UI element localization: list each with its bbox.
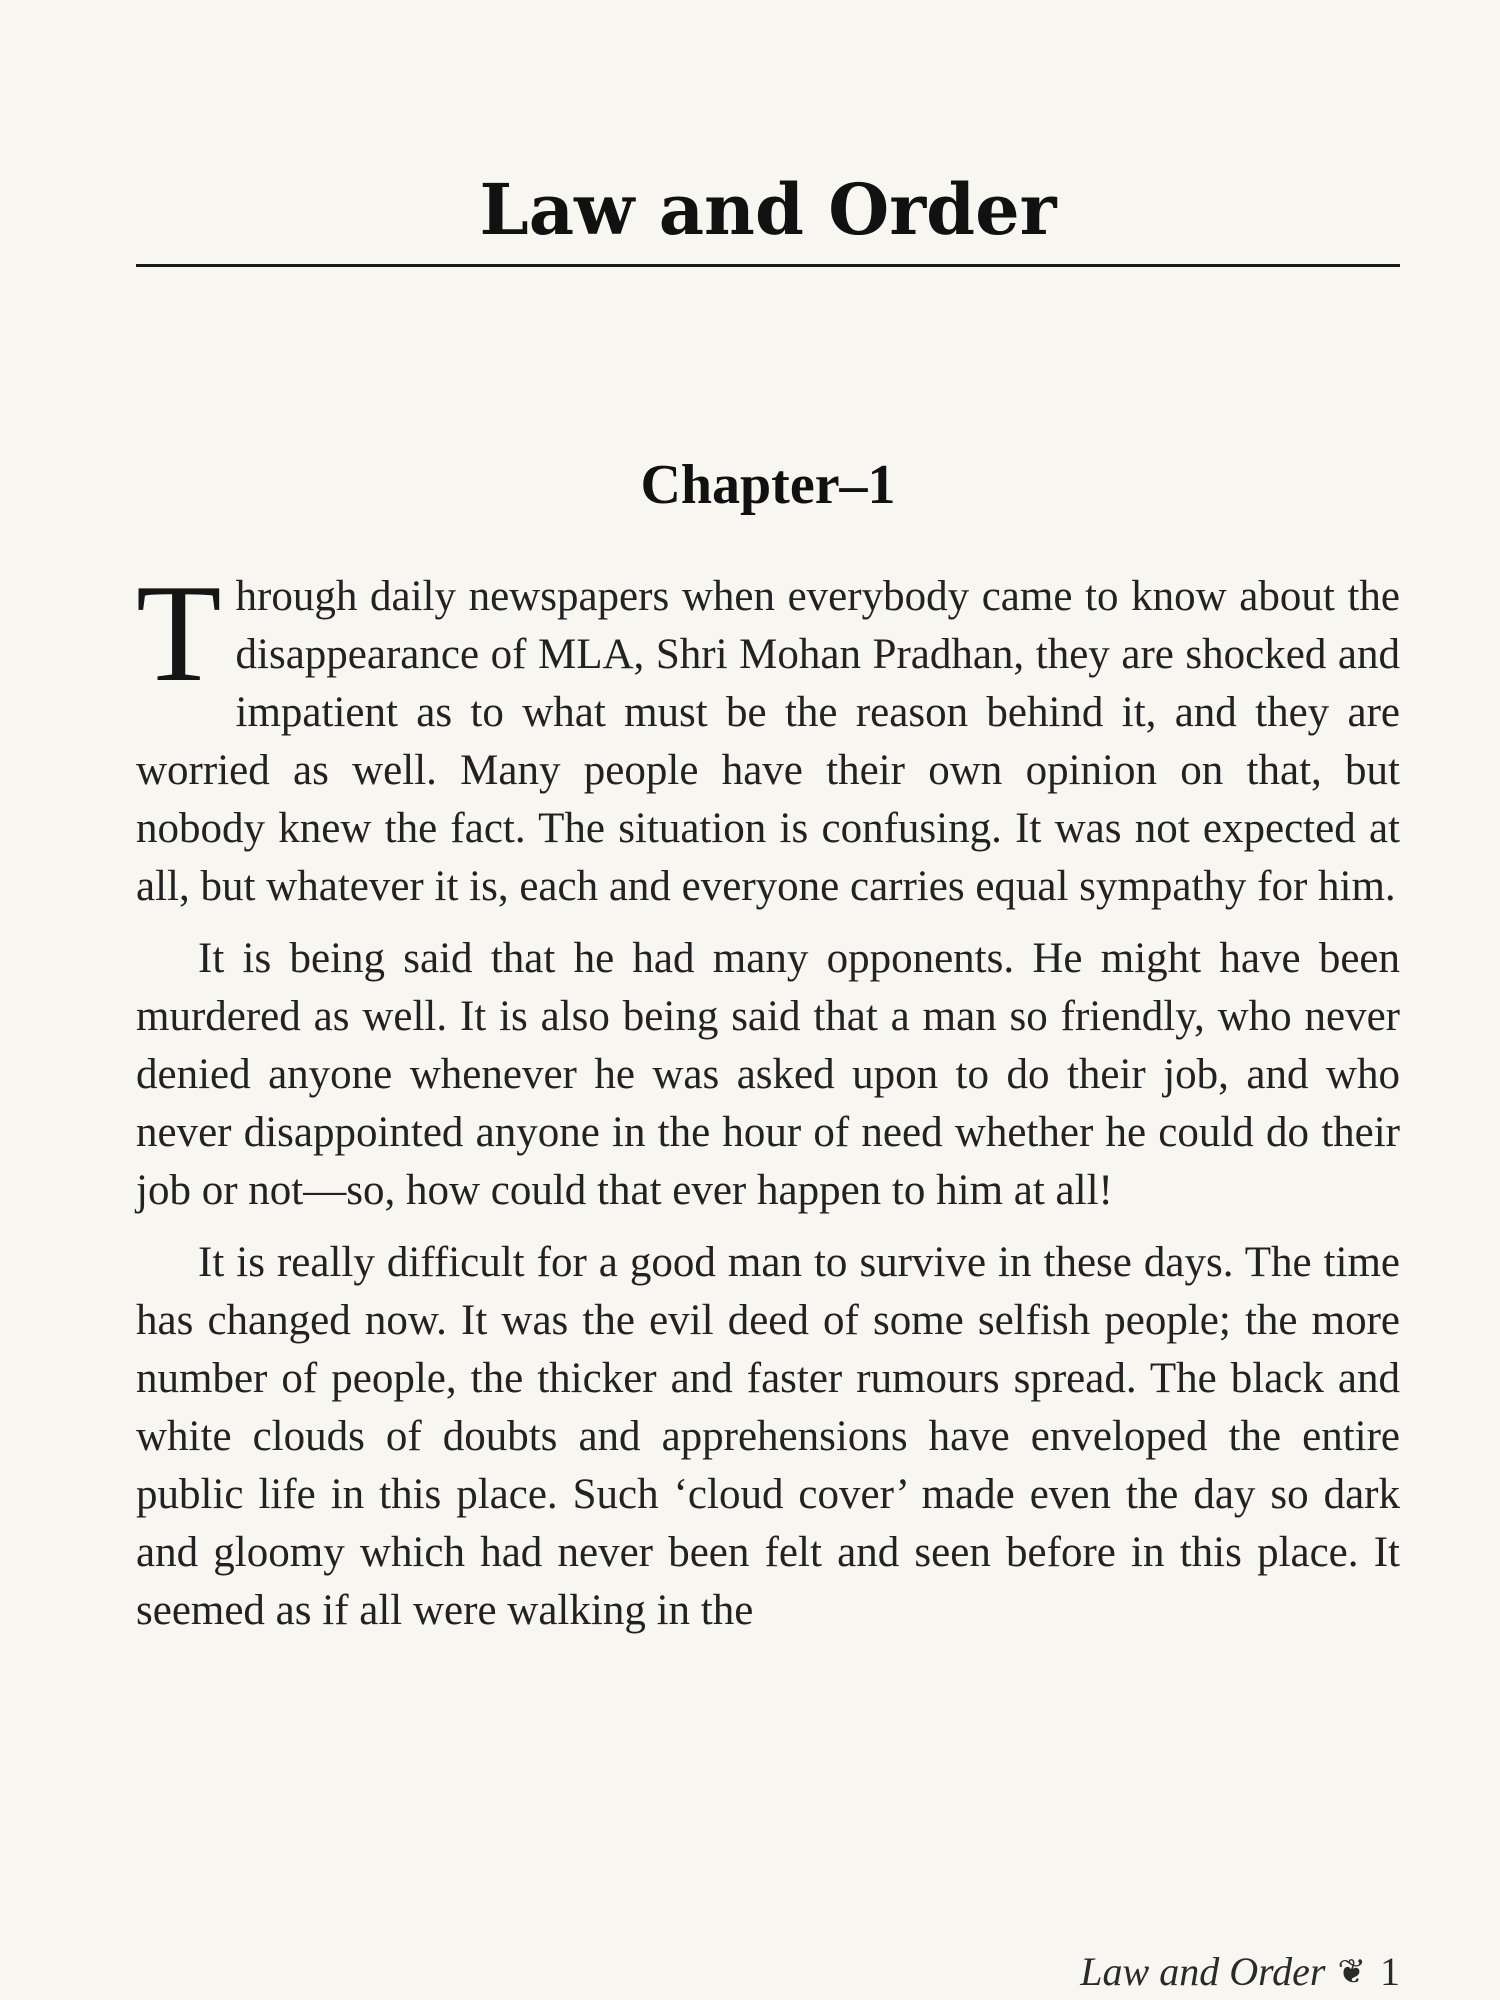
- running-title: Law and Order: [1080, 1949, 1326, 1994]
- paragraph-3: It is really difficult for a good man to survive in these days. The time has changed now. It was the evil deed of some selfish people; the more number of people, the thicker and faster rumours spread. The black and white clouds of doubts and apprehensions have enveloped the entire public life in this place. Such ‘cloud cover’ made even the day so dark and gloomy which had never been felt and seen before in this place. It seemed as if all were walking in the: [136, 1239, 1400, 1634]
- paragraph-1-text: hrough daily newspapers when everybody came to know about the disappearance of MLA, Shri Mohan Pradhan, they are shocked and impatient as to what must be the reason behind it, and they are worried as well. Many people have their own opinion on that, but nobody knew the fact. The situation is confusing. It was not expected at all, but whatever it is, each and everyone carries equal sympathy for him.: [136, 573, 1400, 910]
- chapter-body: [136, 556, 1400, 1654]
- chapter-heading: Chapter–1: [640, 454, 896, 516]
- drop-cap-letter: T: [136, 556, 222, 711]
- fleuron-ornament-icon: ❦: [1337, 1954, 1366, 1991]
- page-number: 1: [1380, 1949, 1400, 1994]
- page-footer: [1080, 1948, 1400, 1997]
- paragraph-1: [136, 556, 1400, 916]
- title-underline-rule: [136, 264, 1400, 267]
- book-title: Law and Order: [479, 168, 1057, 251]
- paragraph-2: It is being said that he had many opponents. He might have been murdered as well. It is also being said that a man so friendly, who never denied anyone whenever he was asked upon to do their job, and who never disappointed anyone in the hour of need whether he could do their job or not—so, how could that ever happen to him at all!: [136, 935, 1400, 1214]
